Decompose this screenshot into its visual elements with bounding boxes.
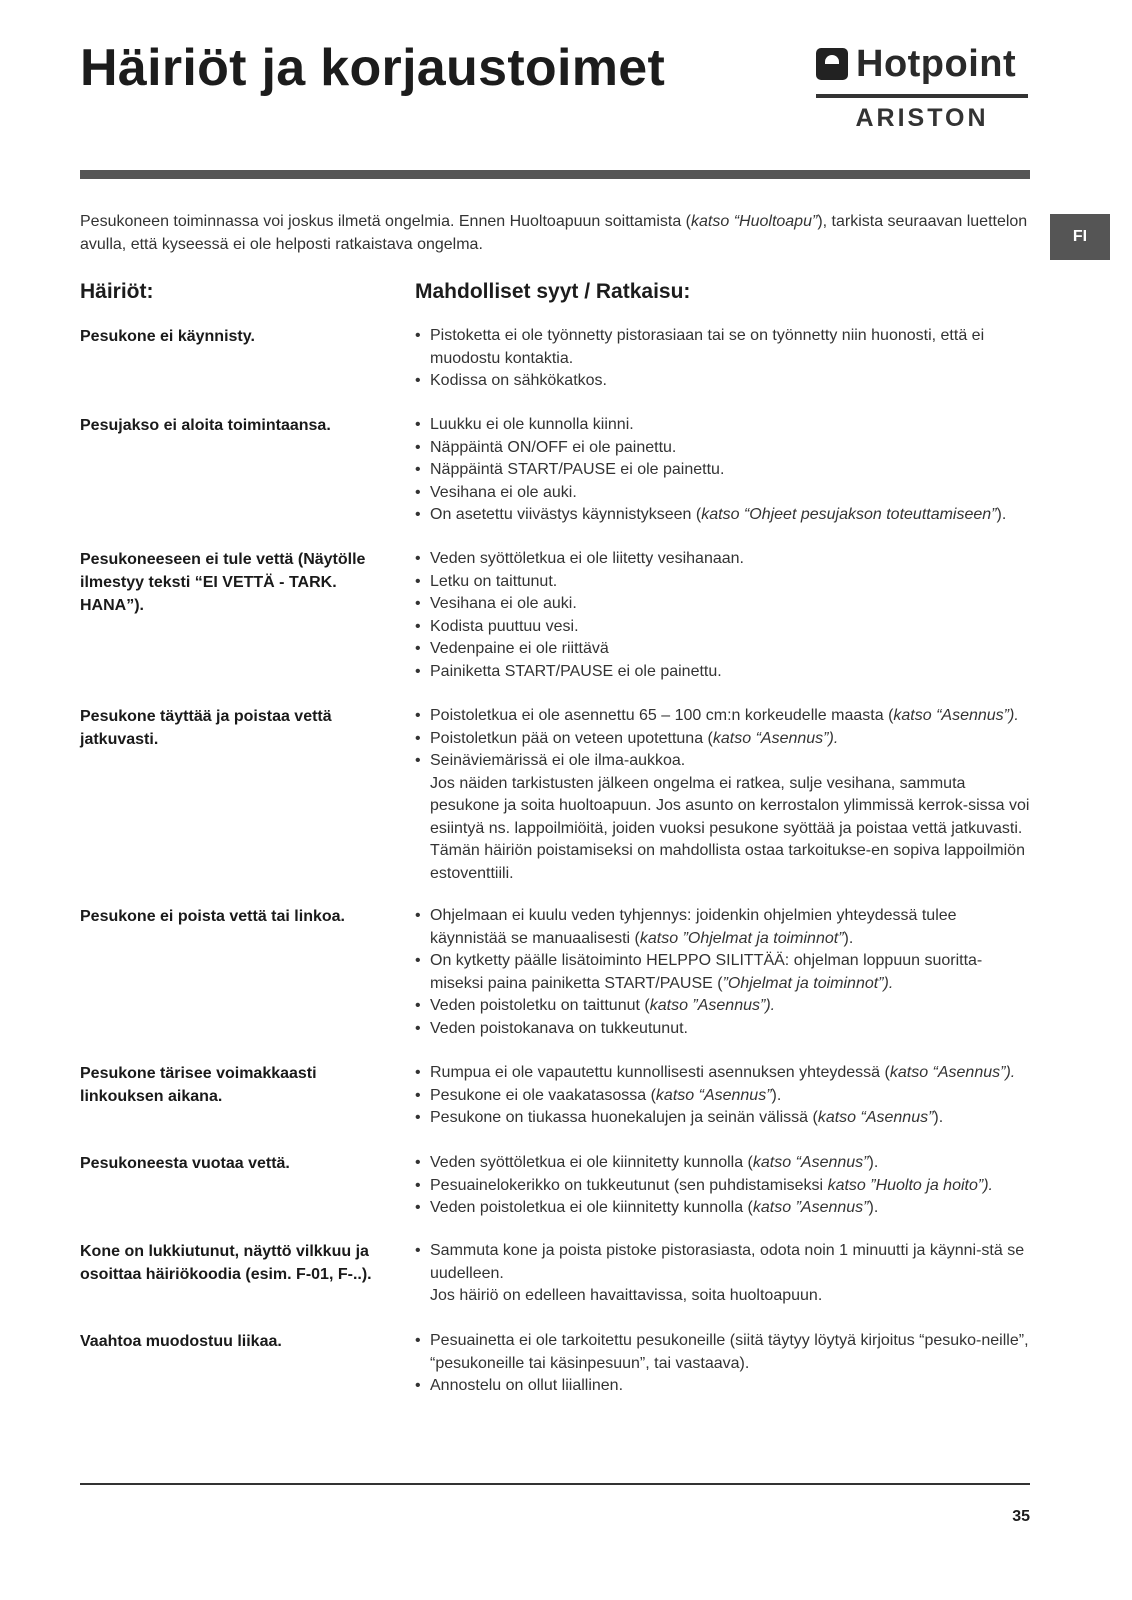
cause-item — [415, 437, 1030, 460]
cause-reference: katso ”Ohjelmat ja toiminnot” — [639, 929, 844, 947]
cause-text: Luukku ei ole kunnolla kiinni. — [430, 416, 634, 433]
cause-reference: katso ”Asennus” — [752, 1199, 869, 1216]
cause-text: Rumpua ei ole vapautettu kunnollisesti asennuksen yhteydessä ( — [430, 1064, 890, 1081]
footer-rule — [80, 1483, 1030, 1485]
cause-item — [415, 905, 1030, 950]
cause-text: Vesihana ei ole auki. — [430, 595, 577, 612]
cause-text: Pesuainetta ei ole tarkoitettu pesukoneille (siitä täytyy löytyä kirjoitus “pesuko-neille”, “pesukoneille tai käsinpesuun”, tai vastaava). — [430, 1332, 1029, 1372]
cause-text: Pistoketta ei ole työnnetty pistorasiaan tai se on työnnetty niin huonosti, että ei muodostu kontaktia. — [430, 327, 985, 367]
cause-text: Poistoletkun pää on veteen upotettuna ( — [430, 729, 713, 747]
solutions-column-heading: Mahdolliset syyt / Ratkaisu: — [415, 280, 691, 303]
cause-text: Pesukone on tiukassa huonekalujen ja seinän välissä ( — [430, 1109, 818, 1126]
problem-label: Pesukone ei poista vettä tai linkoa. — [80, 908, 345, 925]
cause-item — [415, 750, 1030, 773]
problem-label: Pesujakso ei aloita toimintaansa. — [80, 417, 331, 434]
cause-item — [415, 950, 1030, 995]
cause-text: Kodissa on sähkökatkos. — [430, 372, 607, 389]
cause-list — [415, 1152, 1030, 1220]
cause-text: Pesukone ei ole vaakatasossa ( — [430, 1086, 656, 1104]
intro-text: Pesukoneen toiminnassa voi joskus ilmetä ongelmia. Ennen Huoltoapuun soittamista ( — [80, 213, 692, 230]
intro-paragraph — [80, 210, 1030, 256]
cause-item — [415, 1240, 1030, 1285]
cause-reference: katso “Asennus” — [817, 1109, 934, 1126]
cause-text: On asetettu viivästys käynnistykseen ( — [430, 506, 702, 523]
language-tab: FI — [1050, 214, 1110, 260]
cause-item — [415, 638, 1030, 661]
brand-name: Hotpoint — [856, 43, 1017, 85]
cause-text-end: ). — [843, 929, 854, 947]
cause-text-end: ). — [996, 506, 1007, 523]
intro-reference: katso “Huoltoapu” — [691, 213, 818, 230]
cause-item — [415, 1152, 1030, 1175]
cause-reference: katso “Ohjeet pesujakson toteuttamiseen” — [701, 506, 997, 523]
cause-item — [415, 571, 1030, 594]
cause-item — [415, 728, 1030, 751]
cause-text: Ohjelmaan ei kuulu veden tyhjennys: joidenkin ohjelmien yhteydessä tulee käynnistää se manuaalisesti ( — [430, 907, 957, 947]
cause-text-end: ). — [868, 1154, 879, 1171]
cause-list — [415, 1330, 1030, 1398]
cause-text: Veden poistoletku on taittunut ( — [430, 997, 650, 1014]
cause-item — [415, 705, 1030, 728]
cause-text: Painiketta START/PAUSE ei ole painettu. — [430, 662, 722, 680]
cause-item — [415, 325, 1030, 370]
logo-divider — [816, 94, 1028, 98]
cause-reference: katso “Asennus”). — [893, 707, 1019, 724]
page-title: Häiriöt ja korjaustoimet — [80, 39, 666, 97]
cause-text: Vedenpaine ei ole riittävä — [430, 640, 609, 657]
cause-list — [415, 705, 1030, 885]
cause-text: Jos näiden tarkistusten jälkeen ongelma ei ratkea, sulje vesihana, sammuta pesukone ja soita huoltoapuun. Jos asunto on kerrostalon ylimmissä kerrok-sissa voi esiintyä ns. lappoilmiöitä, joiden vuoksi pesukone syöttää ja poistaa vettä jatkuvasti. Tämän häiriön poistamiseksi on mahdollista ostaa tarkoitukse-en sopiva lappoilmiön estoventtiili. — [430, 774, 1030, 882]
problem-label: Kone on lukkiutunut, näyttö vilkkuu ja osoittaa häiriökoodia (esim. F-01, F-..). — [80, 1243, 372, 1283]
cause-text: Kodista puuttuu vesi. — [430, 617, 579, 635]
cause-text-end: ). — [771, 1086, 782, 1104]
page-number: 35 — [1012, 1508, 1030, 1525]
cause-text: Veden poistoletkua ei ole kiinnitetty kunnolla ( — [430, 1199, 753, 1216]
cause-reference: ”Ohjelmat ja toiminnot”). — [722, 974, 894, 992]
cause-list — [415, 905, 1030, 1040]
intro-text-end: ), tarkista seuraavan luettelon avulla, että kyseessä ei ole helposti ratkaistava ongelma. — [80, 213, 1028, 253]
problem-label: Vaahtoa muodostuu liikaa. — [80, 1333, 282, 1350]
problems-column-heading: Häiriöt: — [80, 280, 154, 303]
cause-reference: katso ”Huolto ja hoito”). — [827, 1176, 993, 1194]
cause-text: Poistoletkua ei ole asennettu 65 – 100 cm:n korkeudelle maasta ( — [430, 707, 894, 724]
cause-text: Pesuainelokerikko on tukkeutunut (sen puhdistamiseksi — [430, 1176, 828, 1194]
cause-reference: katso ”Asennus”). — [649, 997, 776, 1014]
cause-text: Letku on taittunut. — [430, 572, 558, 590]
cause-reference: katso “Asennus”). — [889, 1064, 1016, 1081]
cause-text: On kytketty päälle lisätoiminto HELPPO SILITTÄÄ: ohjelman loppuun suoritta-miseksi paina painiketta START/PAUSE ( — [430, 952, 983, 992]
cause-list — [415, 414, 1030, 527]
cause-item — [415, 459, 1030, 482]
cause-text-end: ). — [868, 1199, 879, 1216]
cause-text: Näppäintä ON/OFF ei ole painettu. — [430, 438, 677, 456]
cause-item — [415, 1375, 1030, 1398]
cause-item — [415, 1285, 1030, 1308]
cause-item — [415, 1197, 1030, 1220]
cause-item — [415, 370, 1030, 393]
problem-label: Pesukoneesta vuotaa vettä. — [80, 1155, 290, 1172]
cause-list — [415, 1062, 1030, 1130]
cause-list — [415, 325, 1030, 393]
problem-label: Pesukone täyttää ja poistaa vettä jatkuvasti. — [80, 708, 332, 748]
problem-label: Pesukone tärisee voimakkaasti linkouksen aikana. — [80, 1065, 317, 1105]
header-rule — [80, 170, 1030, 179]
problem-label: Pesukone ei käynnisty. — [80, 328, 255, 345]
cause-text: Vesihana ei ole auki. — [430, 483, 577, 501]
cause-list — [415, 548, 1030, 683]
cause-item — [415, 1330, 1030, 1375]
brand-logo — [816, 44, 1032, 136]
cause-item — [415, 414, 1030, 437]
cause-text: Veden syöttöletkua ei ole kiinnitetty kunnolla ( — [430, 1154, 753, 1171]
cause-item — [415, 1085, 1030, 1108]
cause-item — [415, 482, 1030, 505]
cause-reference: katso “Asennus”). — [712, 729, 839, 747]
cause-item — [415, 773, 1030, 886]
sub-brand-name: ARISTON — [855, 104, 989, 132]
cause-item — [415, 1175, 1030, 1198]
cause-text: Veden poistokanava on tukkeutunut. — [430, 1019, 688, 1037]
hotpoint-logo-icon — [816, 48, 848, 80]
cause-item — [415, 504, 1030, 527]
cause-text: Annostelu on ollut liiallinen. — [430, 1377, 624, 1394]
cause-reference: katso “Asennus” — [752, 1154, 869, 1171]
cause-text: Näppäintä START/PAUSE ei ole painettu. — [430, 461, 725, 478]
cause-item — [415, 1018, 1030, 1041]
cause-text: Jos häiriö on edelleen havaittavissa, soita huoltoapuun. — [430, 1287, 823, 1304]
cause-item — [415, 593, 1030, 616]
cause-item — [415, 1062, 1030, 1085]
cause-item — [415, 661, 1030, 684]
cause-text: Sammuta kone ja poista pistoke pistorasiasta, odota noin 1 minuutti ja käynni-stä se uudelleen. — [430, 1242, 1025, 1282]
problem-label: Pesukoneeseen ei tule vettä (Näytölle ilmestyy teksti “EI VETTÄ - TARK. HANA”). — [80, 551, 366, 614]
cause-item — [415, 548, 1030, 571]
cause-item — [415, 616, 1030, 639]
cause-text: Veden syöttöletkua ei ole liitetty vesihanaan. — [430, 550, 744, 567]
cause-text-end: ). — [933, 1109, 944, 1126]
cause-reference: katso “Asennus” — [655, 1086, 772, 1104]
cause-list — [415, 1240, 1030, 1308]
cause-item — [415, 995, 1030, 1018]
cause-text: Seinäviemärissä ei ole ilma-aukkoa. — [430, 752, 686, 769]
cause-item — [415, 1107, 1030, 1130]
